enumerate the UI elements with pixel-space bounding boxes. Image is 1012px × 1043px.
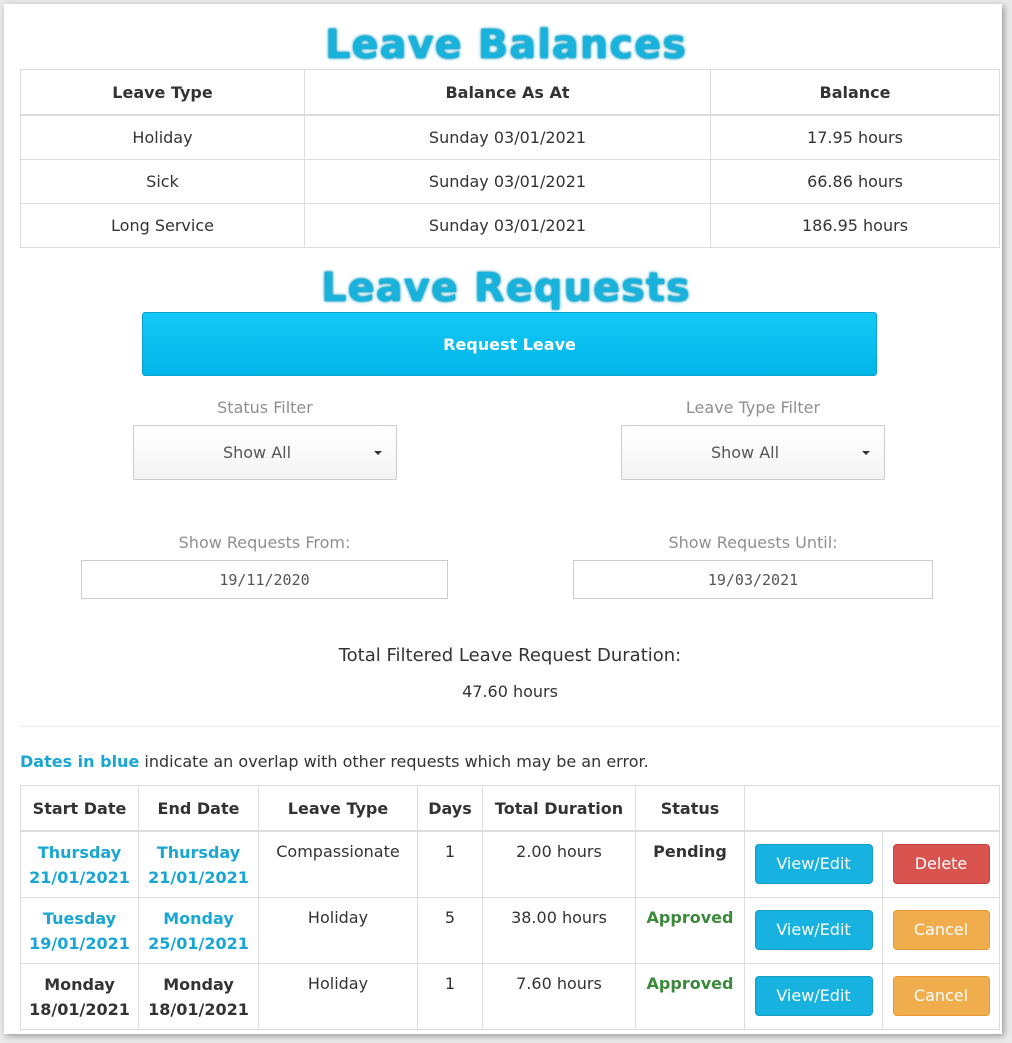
view-edit-button[interactable]: View/Edit bbox=[755, 976, 873, 1016]
leave-balances-title: Leave Balances bbox=[324, 22, 688, 68]
start-day: Tuesday bbox=[42, 908, 117, 928]
start-day: Monday bbox=[44, 974, 115, 994]
column-header-total-duration: Total Duration bbox=[483, 786, 636, 832]
balance-date-cell: Sunday 03/01/2021 bbox=[305, 160, 711, 204]
table-row bbox=[21, 115, 1000, 160]
end-date-cell bbox=[139, 831, 259, 897]
end-day: Monday bbox=[163, 908, 234, 928]
status-cell: Approved bbox=[636, 897, 745, 963]
leave-type-filter-label: Leave Type Filter bbox=[685, 398, 821, 417]
table-row bbox=[21, 963, 1000, 1029]
column-header-actions bbox=[745, 786, 1000, 832]
start-date-cell bbox=[21, 963, 139, 1029]
leave-type-cell: Holiday bbox=[259, 963, 418, 1029]
end-day: Thursday bbox=[156, 843, 241, 862]
start-date-cell bbox=[21, 897, 139, 963]
status-cell: Pending bbox=[636, 831, 745, 897]
column-header-leave-type: Leave Type bbox=[259, 786, 418, 832]
start-date: 19/01/2021 bbox=[29, 933, 130, 953]
leave-type-filter-value: Show All bbox=[710, 443, 780, 462]
status-filter-select[interactable] bbox=[133, 425, 397, 480]
table-row bbox=[21, 160, 1000, 204]
caret-down-icon bbox=[374, 451, 382, 455]
days-cell: 5 bbox=[418, 897, 483, 963]
column-header-balance-as-at: Balance As At bbox=[305, 70, 711, 116]
start-date: 18/01/2021 bbox=[29, 999, 130, 1019]
column-header-status: Status bbox=[636, 786, 745, 832]
column-header-balance: Balance bbox=[711, 70, 1000, 116]
section-divider bbox=[20, 726, 1000, 727]
requests-until-input[interactable] bbox=[573, 560, 933, 599]
end-date: 18/01/2021 bbox=[148, 999, 249, 1019]
delete-button[interactable]: Delete bbox=[893, 844, 990, 884]
view-edit-cell bbox=[745, 897, 883, 963]
requests-from-label: Show Requests From: bbox=[178, 533, 351, 552]
duration-cell: 38.00 hours bbox=[483, 897, 636, 963]
status-cell: Approved bbox=[636, 963, 745, 1029]
balance-value-cell: 186.95 hours bbox=[711, 204, 1000, 248]
leave-requests-title: Leave Requests bbox=[321, 265, 691, 311]
overlap-note-text: indicate an overlap with other requests which may be an error. bbox=[139, 752, 649, 771]
duration-cell: 2.00 hours bbox=[483, 831, 636, 897]
view-edit-button[interactable]: View/Edit bbox=[755, 844, 873, 884]
view-edit-cell bbox=[745, 831, 883, 897]
table-row bbox=[21, 831, 1000, 897]
cancel-button[interactable]: Cancel bbox=[893, 910, 990, 950]
end-day: Monday bbox=[163, 974, 234, 994]
start-date: 21/01/2021 bbox=[29, 868, 130, 887]
column-header-days: Days bbox=[418, 786, 483, 832]
requests-until-label: Show Requests Until: bbox=[668, 533, 838, 552]
leave-type-cell: Compassionate bbox=[259, 831, 418, 897]
table-row bbox=[21, 897, 1000, 963]
table-header-row bbox=[21, 70, 1000, 116]
requests-from-input[interactable] bbox=[81, 560, 448, 599]
cancel-button[interactable]: Cancel bbox=[893, 976, 990, 1016]
column-header-end-date: End Date bbox=[139, 786, 259, 832]
start-date-cell bbox=[21, 831, 139, 897]
overlap-note bbox=[20, 752, 649, 771]
leave-type-cell: Sick bbox=[21, 160, 305, 204]
request-leave-button[interactable]: Request Leave bbox=[142, 312, 877, 376]
table-row bbox=[21, 204, 1000, 248]
caret-down-icon bbox=[862, 451, 870, 455]
duration-cell: 7.60 hours bbox=[483, 963, 636, 1029]
overlap-note-highlight: Dates in blue bbox=[20, 752, 140, 771]
leave-type-cell: Holiday bbox=[21, 115, 305, 160]
balance-value-cell: 17.95 hours bbox=[711, 115, 1000, 160]
status-filter-value: Show All bbox=[222, 443, 292, 462]
action-cell bbox=[883, 963, 1000, 1029]
leave-type-cell: Long Service bbox=[21, 204, 305, 248]
balance-date-cell: Sunday 03/01/2021 bbox=[305, 204, 711, 248]
column-header-leave-type: Leave Type bbox=[21, 70, 305, 116]
end-date-cell bbox=[139, 963, 259, 1029]
view-edit-button[interactable]: View/Edit bbox=[755, 910, 873, 950]
balance-value-cell: 66.86 hours bbox=[711, 160, 1000, 204]
days-cell: 1 bbox=[418, 963, 483, 1029]
start-day: Thursday bbox=[37, 843, 122, 862]
table-header-row bbox=[21, 786, 1000, 832]
status-filter-label: Status Filter bbox=[217, 398, 313, 417]
total-duration-value: 47.60 hours bbox=[462, 682, 558, 701]
leave-type-cell: Holiday bbox=[259, 897, 418, 963]
end-date: 25/01/2021 bbox=[148, 933, 249, 953]
end-date-cell bbox=[139, 897, 259, 963]
column-header-start-date: Start Date bbox=[21, 786, 139, 832]
total-duration-label: Total Filtered Leave Request Duration: bbox=[338, 645, 682, 666]
leave-type-filter-select[interactable] bbox=[621, 425, 885, 480]
leave-balances-table bbox=[20, 69, 1000, 248]
view-edit-cell bbox=[745, 963, 883, 1029]
action-cell bbox=[883, 897, 1000, 963]
balance-date-cell: Sunday 03/01/2021 bbox=[305, 115, 711, 160]
action-cell bbox=[883, 831, 1000, 897]
end-date: 21/01/2021 bbox=[148, 868, 249, 887]
days-cell: 1 bbox=[418, 831, 483, 897]
leave-requests-table bbox=[20, 785, 1000, 1030]
